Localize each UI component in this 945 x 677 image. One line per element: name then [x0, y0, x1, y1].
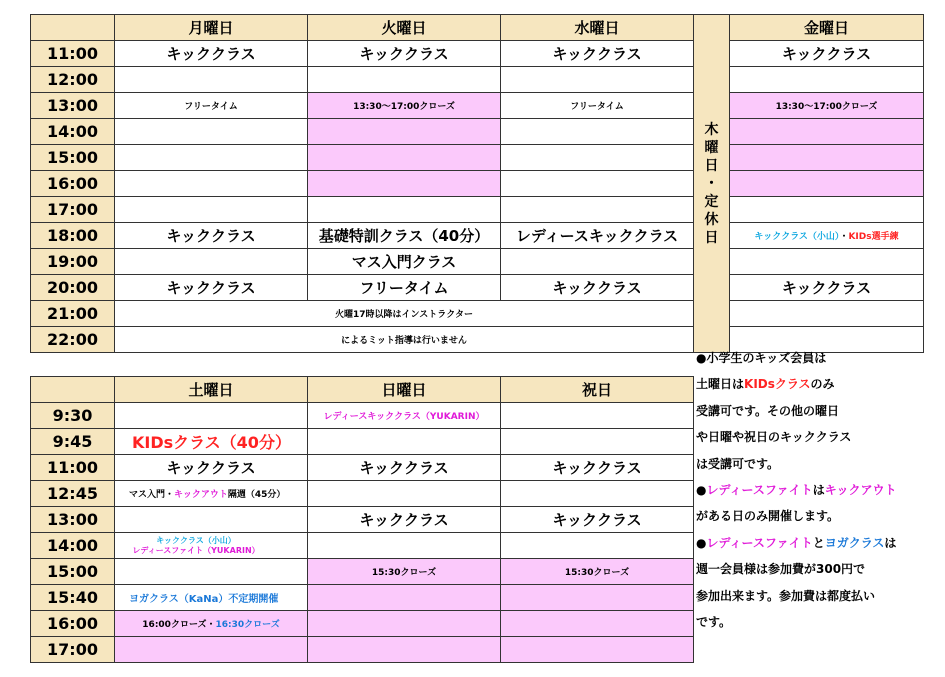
- instructor-note-line2: によるミット指導は行いません: [115, 327, 694, 353]
- closed-cell: [308, 145, 501, 171]
- ladies-fight-label: レディースファイト（YUKARIN）: [132, 545, 260, 555]
- class-cell: [730, 223, 924, 249]
- note-kids-class: KIDsクラス: [744, 377, 811, 392]
- note-text: は: [884, 535, 897, 550]
- class-cell: キッククラス: [308, 41, 501, 67]
- class-cell: マス入門クラス: [308, 249, 501, 275]
- biweekly-label: 隔週（45分）: [227, 490, 286, 500]
- empty-cell: [115, 197, 308, 223]
- empty-cell: [501, 67, 694, 93]
- closed-char: 定: [704, 193, 719, 210]
- closed-cell: [308, 119, 501, 145]
- time-cell: 22:00: [31, 327, 115, 353]
- note-ladies-fight: レディースファイト: [706, 535, 813, 550]
- time-cell: 18:00: [31, 223, 115, 249]
- time-cell: 20:00: [31, 275, 115, 301]
- kickout-label: キックアウト: [174, 490, 228, 500]
- closed-cell: 15:30クローズ: [501, 559, 694, 585]
- close-1630-label: 16:30クローズ: [215, 620, 280, 630]
- time-cell: 14:00: [31, 533, 115, 559]
- time-cell: 17:00: [31, 637, 115, 663]
- empty-cell: [115, 249, 308, 275]
- closed-cell: 15:30クローズ: [308, 559, 501, 585]
- note-line: [696, 477, 941, 503]
- time-cell: 12:00: [31, 67, 115, 93]
- empty-cell: [308, 429, 501, 455]
- day-header-fri: 金曜日: [730, 15, 924, 41]
- time-cell: 13:00: [31, 507, 115, 533]
- closed-day-column: [694, 15, 730, 353]
- empty-cell: [501, 481, 694, 507]
- yoga-class-cell: ヨガクラス（KaNa）不定期開催: [115, 585, 308, 611]
- closed-cell: [730, 145, 924, 171]
- note-ladies-fight: レディースファイト: [706, 483, 813, 498]
- empty-cell: [115, 559, 308, 585]
- time-cell: 12:45: [31, 481, 115, 507]
- note-line: は受講可です。: [696, 456, 780, 471]
- empty-cell: [115, 403, 308, 429]
- class-cell: キッククラス: [308, 507, 501, 533]
- close-1600-label: 16:00クローズ・: [142, 620, 216, 630]
- time-cell: 15:00: [31, 145, 115, 171]
- empty-cell: [501, 171, 694, 197]
- day-header-mon: 月曜日: [115, 15, 308, 41]
- note-line: ●小学生のキッズ会員は: [696, 351, 827, 365]
- closed-cell: [730, 119, 924, 145]
- class-cell: [115, 481, 308, 507]
- class-cell: キッククラス: [115, 455, 308, 481]
- closed-char: 休: [704, 211, 719, 228]
- empty-cell: [730, 67, 924, 93]
- day-header-sat: 土曜日: [115, 377, 308, 403]
- time-cell: 15:40: [31, 585, 115, 611]
- closed-cell: [115, 611, 308, 637]
- class-cell: 基礎特訓クラス（40分）: [308, 223, 501, 249]
- class-cell: キッククラス: [730, 275, 924, 301]
- empty-cell: [501, 145, 694, 171]
- closed-cell: [501, 585, 694, 611]
- closed-cell: [308, 585, 501, 611]
- kick-class-koyama-label: キッククラス（小山）: [156, 535, 236, 545]
- closed-char: 曜: [704, 139, 719, 156]
- closed-cell: [501, 637, 694, 663]
- empty-cell: [308, 533, 501, 559]
- class-cell: キッククラス: [501, 41, 694, 67]
- empty-cell: [115, 145, 308, 171]
- empty-cell: [115, 67, 308, 93]
- class-cell: フリータイム: [115, 93, 308, 119]
- closed-cell: [308, 171, 501, 197]
- empty-cell: [115, 171, 308, 197]
- instructor-note-line1: 火曜17時以降はインストラクター: [115, 301, 694, 327]
- class-cell: レディースキッククラス（YUKARIN）: [308, 403, 501, 429]
- closed-char: 日: [704, 157, 719, 174]
- day-header-wed: 水曜日: [501, 15, 694, 41]
- note-line: [696, 530, 941, 556]
- empty-cell: [501, 533, 694, 559]
- closed-char: 日: [704, 229, 719, 246]
- day-header-sun: 日曜日: [308, 377, 501, 403]
- kids-class-cell: KIDsクラス（40分）: [115, 429, 308, 455]
- closed-cell: 13:30～17:00クローズ: [308, 93, 501, 119]
- class-cell: キッククラス: [730, 41, 924, 67]
- mass-intro-label: マス入門・: [129, 490, 175, 500]
- empty-cell: [115, 507, 308, 533]
- time-cell: 19:00: [31, 249, 115, 275]
- corner-cell: [31, 15, 115, 41]
- note-line: 週一会員様は参加費が300円で: [696, 562, 866, 577]
- bullet: ●: [696, 483, 707, 498]
- note-yoga-class: ヨガクラス: [824, 535, 885, 550]
- note-kickout: キックアウト: [824, 483, 897, 498]
- time-cell: 21:00: [31, 301, 115, 327]
- closed-cell: [115, 637, 308, 663]
- class-cell: フリータイム: [501, 93, 694, 119]
- class-cell: キッククラス: [501, 275, 694, 301]
- notes-panel: [696, 345, 941, 635]
- empty-cell: [501, 403, 694, 429]
- class-cell: キッククラス: [115, 275, 308, 301]
- empty-cell: [730, 301, 924, 327]
- note-text: 土曜日は: [696, 377, 745, 392]
- class-cell: キッククラス: [501, 455, 694, 481]
- bullet: ●: [696, 535, 707, 550]
- time-cell: 16:00: [31, 171, 115, 197]
- empty-cell: [308, 197, 501, 223]
- class-cell: [115, 533, 308, 559]
- time-cell: 15:00: [31, 559, 115, 585]
- day-header-holiday: 祝日: [501, 377, 694, 403]
- time-cell: 14:00: [31, 119, 115, 145]
- empty-cell: [501, 119, 694, 145]
- class-cell: キッククラス: [115, 223, 308, 249]
- note-line: 参加出来ます。参加費は都度払い: [696, 588, 876, 603]
- time-cell: 9:45: [31, 429, 115, 455]
- closed-char: ・: [704, 175, 719, 192]
- class-cell: キッククラス: [115, 41, 308, 67]
- time-cell: 16:00: [31, 611, 115, 637]
- class-cell: キッククラス: [308, 455, 501, 481]
- weekend-schedule-table: [30, 376, 694, 663]
- empty-cell: [730, 249, 924, 275]
- note-line: がある日のみ開催します。: [696, 509, 840, 524]
- empty-cell: [501, 249, 694, 275]
- day-header-tue: 火曜日: [308, 15, 501, 41]
- note-text: は: [812, 483, 825, 498]
- empty-cell: [501, 429, 694, 455]
- note-line: です。: [696, 615, 732, 630]
- empty-cell: [308, 481, 501, 507]
- note-line: 受講可です。その他の曜日: [696, 403, 840, 418]
- note-line: や日曜や祝日のキッククラス: [696, 430, 852, 445]
- empty-cell: [501, 197, 694, 223]
- time-cell: 13:00: [31, 93, 115, 119]
- closed-cell: [308, 611, 501, 637]
- closed-cell: 13:30～17:00クローズ: [730, 93, 924, 119]
- closed-cell: [730, 171, 924, 197]
- class-cell: レディースキッククラス: [501, 223, 694, 249]
- kick-class-koyama-label: キッククラス（小山）: [754, 232, 840, 242]
- note-text: と: [812, 535, 825, 550]
- time-cell: 9:30: [31, 403, 115, 429]
- note-text: のみ: [810, 377, 835, 392]
- time-cell: 17:00: [31, 197, 115, 223]
- weekday-schedule-table: [30, 14, 924, 353]
- corner-cell: [31, 377, 115, 403]
- time-cell: 11:00: [31, 41, 115, 67]
- separator: ・: [839, 232, 849, 242]
- empty-cell: [730, 197, 924, 223]
- class-cell: フリータイム: [308, 275, 501, 301]
- closed-cell: [308, 637, 501, 663]
- empty-cell: [115, 119, 308, 145]
- closed-char: 木: [704, 121, 719, 138]
- kids-practice-label: KIDs選手練: [848, 232, 899, 242]
- empty-cell: [308, 67, 501, 93]
- note-line: [696, 371, 941, 397]
- time-cell: 11:00: [31, 455, 115, 481]
- closed-cell: [501, 611, 694, 637]
- class-cell: キッククラス: [501, 507, 694, 533]
